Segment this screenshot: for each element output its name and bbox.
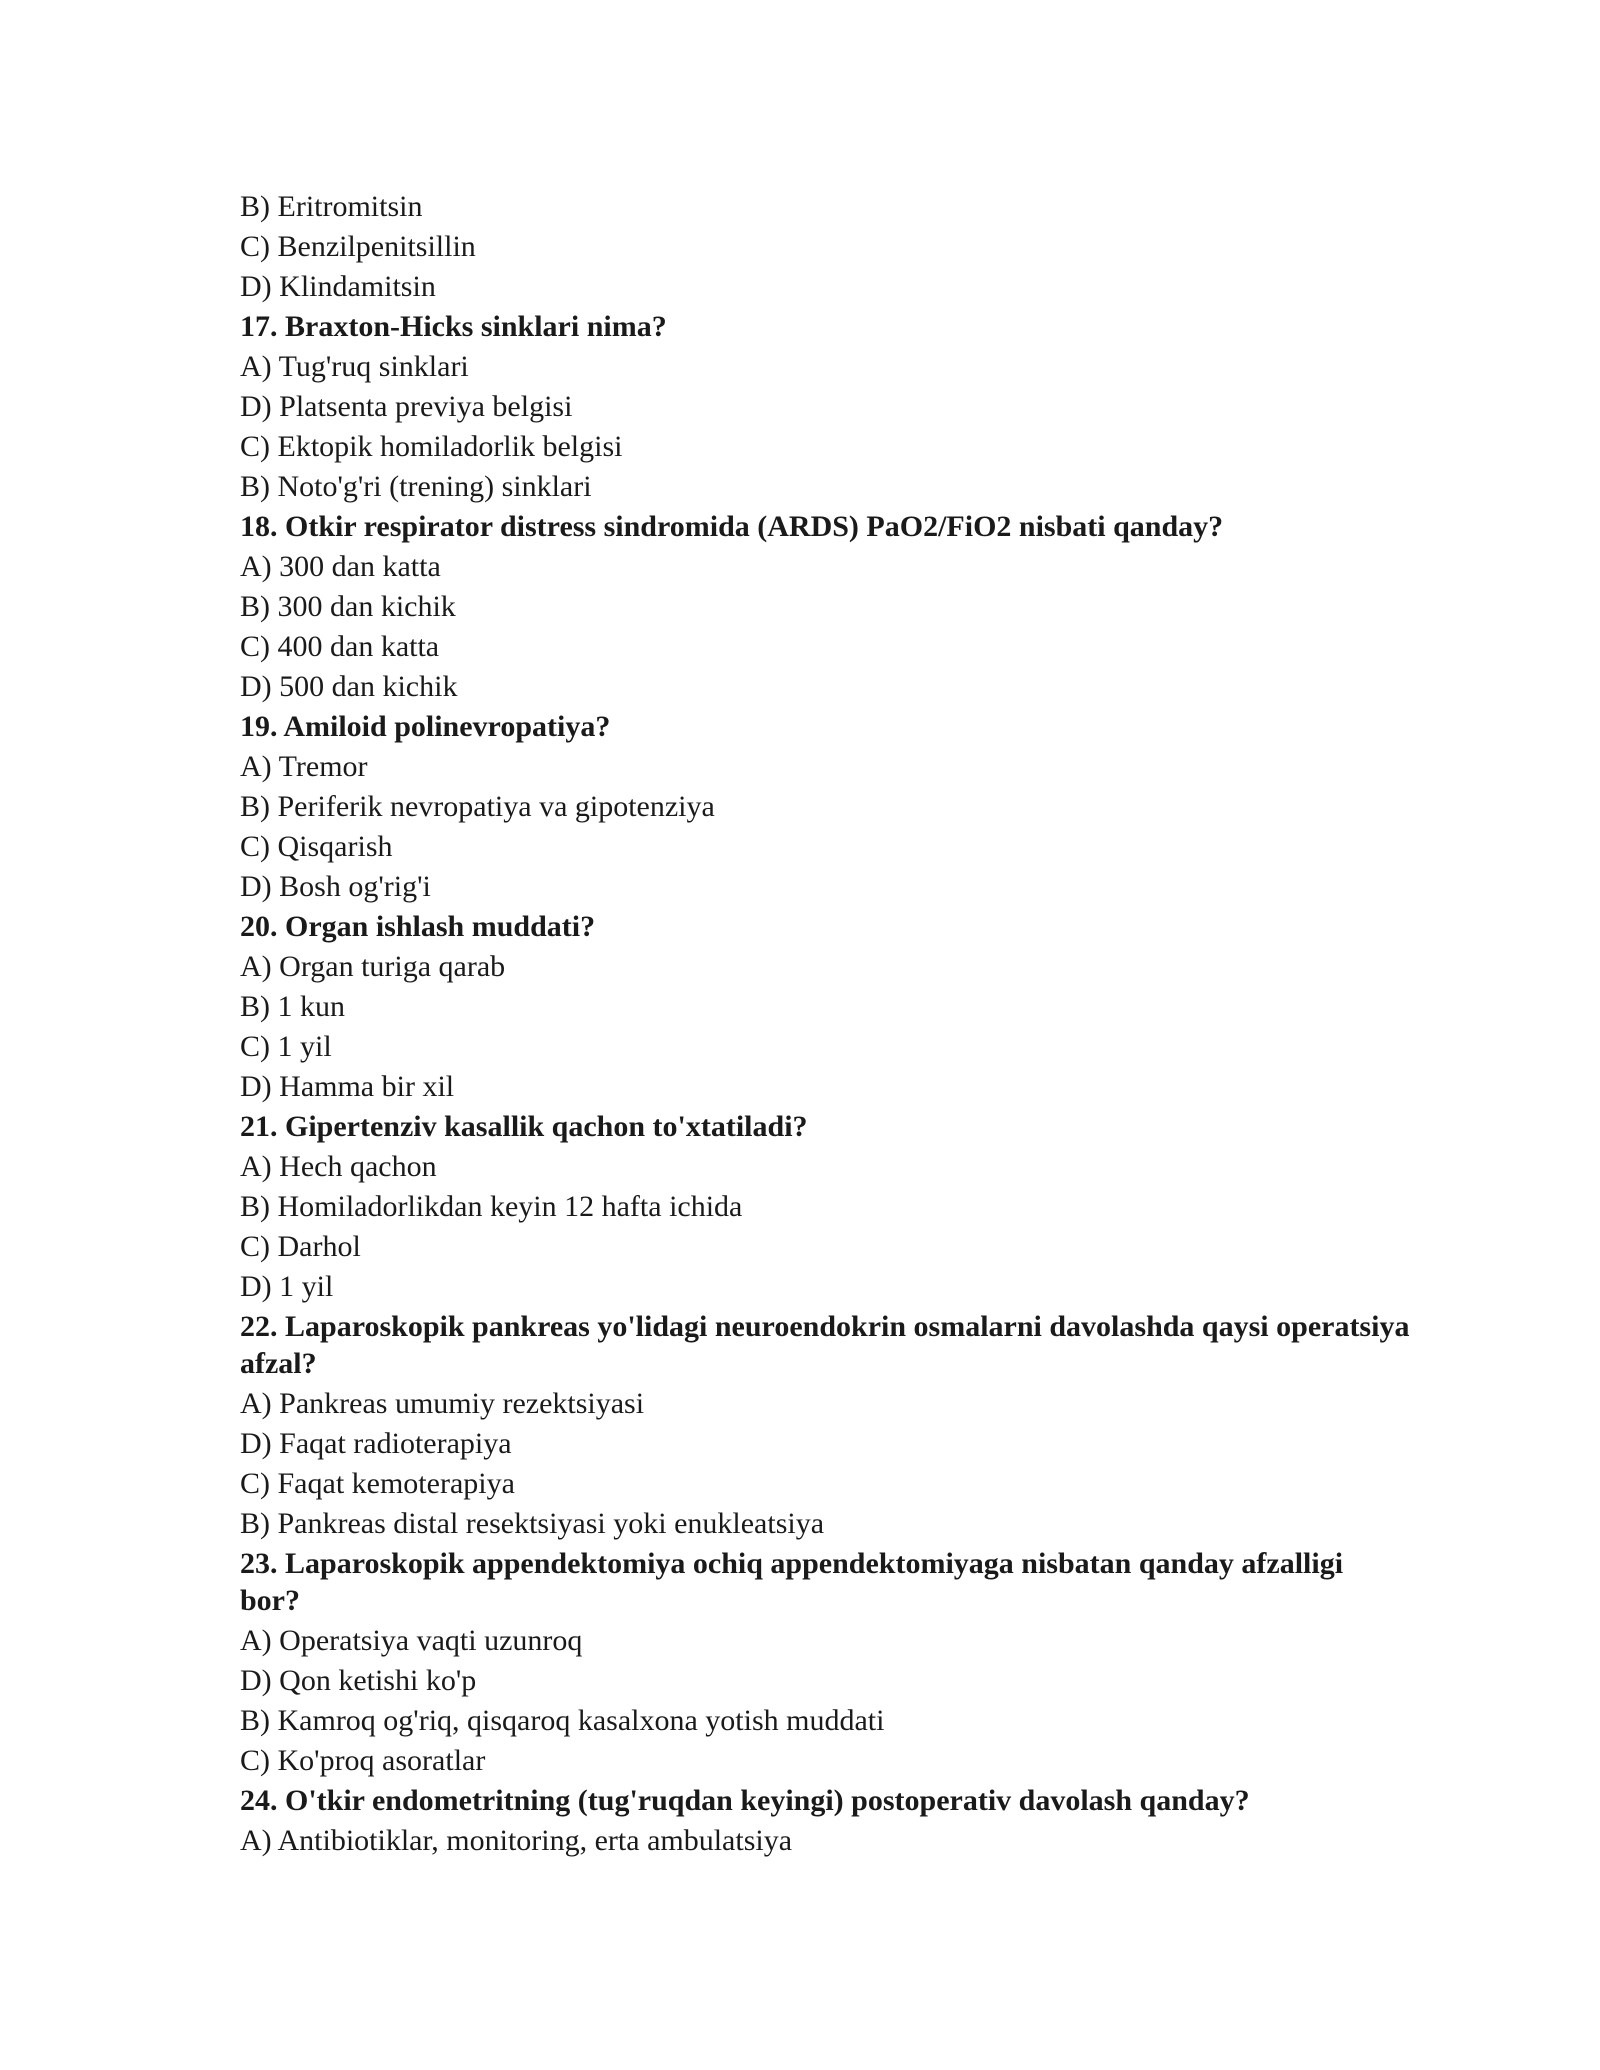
answer-option: A) Operatsiya vaqti uzunroq xyxy=(240,1624,583,1657)
answer-option: C) Benzilpenitsillin xyxy=(240,230,476,263)
answer-option: A) Tug'ruq sinklari xyxy=(240,350,469,383)
answer-option: B) Eritromitsin xyxy=(240,190,423,223)
answer-option: C) Qisqarish xyxy=(240,830,393,863)
answer-option: C) Darhol xyxy=(240,1230,361,1263)
answer-option: C) Ektopik homiladorlik belgisi xyxy=(240,430,623,463)
answer-option: D) Platsenta previya belgisi xyxy=(240,390,573,423)
answer-option: D) Faqat radioterapiya xyxy=(240,1427,512,1460)
question-heading: 19. Amiloid polinevropatiya? xyxy=(240,710,611,743)
answer-option: B) Periferik nevropatiya va gipotenziya xyxy=(240,790,715,823)
answer-option: A) Antibiotiklar, monitoring, erta ambulatsiya xyxy=(240,1824,793,1857)
question-heading: 22. Laparoskopik pankreas yo'lidagi neuroendokrin osmalarni davolashda qaysi operatsiya afzal? xyxy=(240,1310,1410,1380)
answer-option: A) Organ turiga qarab xyxy=(240,950,506,983)
answer-option: A) 300 dan katta xyxy=(240,550,441,583)
answer-option: C) Ko'proq asoratlar xyxy=(240,1744,486,1777)
question-heading: 18. Otkir respirator distress sindromida (ARDS) PaO2/FiO2 nisbati qanday? xyxy=(240,510,1224,543)
answer-option: D) Klindamitsin xyxy=(240,270,436,303)
answer-option: D) 1 yil xyxy=(240,1270,334,1303)
answer-option: D) Hamma bir xil xyxy=(240,1070,455,1103)
answer-option: A) Tremor xyxy=(240,750,368,783)
quiz-text-body xyxy=(240,187,1410,1861)
answer-option: C) 1 yil xyxy=(240,1030,332,1063)
answer-option: D) Bosh og'rig'i xyxy=(240,870,431,903)
answer-option: A) Pankreas umumiy rezektsiyasi xyxy=(240,1387,645,1420)
answer-option: B) 1 kun xyxy=(240,990,345,1023)
answer-option: A) Hech qachon xyxy=(240,1150,437,1183)
answer-option: C) 400 dan katta xyxy=(240,630,440,663)
answer-option: B) Homiladorlikdan keyin 12 hafta ichida xyxy=(240,1190,743,1223)
answer-option: C) Faqat kemoterapiya xyxy=(240,1467,515,1500)
answer-option: B) Kamroq og'riq, qisqaroq kasalxona yotish muddati xyxy=(240,1704,885,1737)
answer-option: D) Qon ketishi ko'p xyxy=(240,1664,477,1697)
answer-option: D) 500 dan kichik xyxy=(240,670,458,703)
answer-option: B) Noto'g'ri (trening) sinklari xyxy=(240,470,592,503)
question-heading: 23. Laparoskopik appendektomiya ochiq appendektomiyaga nisbatan qanday afzalligi bor? xyxy=(240,1547,1344,1617)
question-heading: 24. O'tkir endometritning (tug'ruqdan keyingi) postoperativ davolash qanday? xyxy=(240,1784,1250,1817)
question-heading: 21. Gipertenziv kasallik qachon to'xtatiladi? xyxy=(240,1110,808,1143)
question-heading: 20. Organ ishlash muddati? xyxy=(240,910,596,943)
question-heading: 17. Braxton-Hicks sinklari nima? xyxy=(240,310,667,343)
answer-option: B) 300 dan kichik xyxy=(240,590,456,623)
answer-option: B) Pankreas distal resektsiyasi yoki enukleatsiya xyxy=(240,1507,825,1540)
